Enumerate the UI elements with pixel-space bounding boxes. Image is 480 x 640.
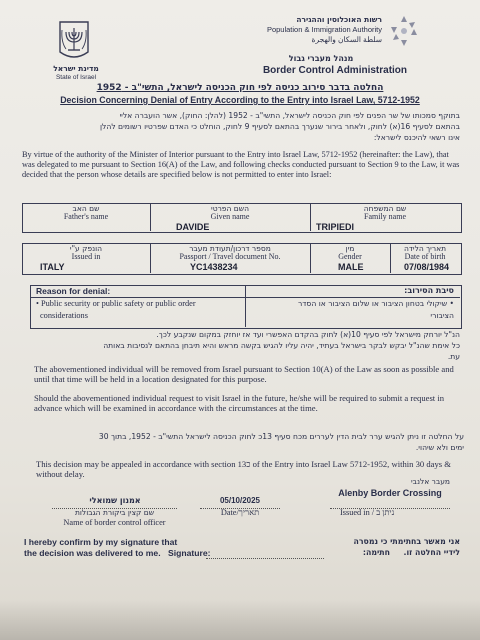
place-label-he: מעבר אלנבי xyxy=(410,477,450,486)
state-name-he: מדינת ישראל xyxy=(53,64,99,73)
intro-he-line-3: אינו רשאי להיכנס לישראל: xyxy=(373,133,460,142)
signature-line xyxy=(206,558,324,559)
title-en: Decision Concerning Denial of Entry According to the Entry into Israel Law, 5712-1952 xyxy=(60,95,420,105)
removal-he-line-2: כל אימת שהנ"ל יבקש לבקר בישראל בעתיד, יהיה עליו להגיש בקשה מראש והיא תיבחן בהתאם לנסיבות באותה xyxy=(103,341,460,350)
title-he: החלטה בדבר סירוב כניסה לפי חוק הכניסה לישראל, התשי"ב - 1952 xyxy=(96,83,384,93)
family-label-he: שם המשפחה xyxy=(363,204,407,213)
confirm-en-line-2: the decision was delivered to me. xyxy=(24,548,161,558)
officer-label-he: שם קצין ביקורת הגבולות xyxy=(74,508,155,517)
signature-label-he: חתימה: xyxy=(362,548,390,557)
date-label: Date/תאריך xyxy=(220,508,260,517)
dob-label-en: Date of birth xyxy=(404,252,446,261)
appeal-he-line-2: ימים ולא שיהוי. xyxy=(415,443,464,452)
admin-name-he: מנהל מעברי גבול xyxy=(288,54,354,63)
signature-label-en: Signature: xyxy=(168,548,211,558)
father-label-he: שם האב xyxy=(72,204,100,213)
gender-value: MALE xyxy=(338,262,364,272)
given-label-en: Given name xyxy=(210,212,250,221)
gender-label-he: מין xyxy=(345,244,355,253)
given-name-value: DAVIDE xyxy=(176,222,210,232)
authority-name-en: Population & Immigration Authority xyxy=(266,25,382,34)
removal-he-line-1: הנ"ל יורחק מישראל לפי סעיף 10(א) לחוק בהקדם האפשרי ועד אז יוחזק במקום שנקבע לכך. xyxy=(156,330,460,339)
authority-name-he: רשות האוכלוסין וההגירה xyxy=(296,15,382,24)
passport-label-he: מספר דרכון/תעודת מעבר xyxy=(189,244,271,253)
page-shadow xyxy=(0,600,480,640)
confirm-he-line-1: אני מאשר בחתימתי כי נמסרה xyxy=(353,537,460,546)
gender-label-en: Gender xyxy=(338,252,362,261)
father-label-en: Father's name xyxy=(63,212,109,221)
place-label: Issued in / ניתן ב xyxy=(340,508,395,517)
reason-item-en-2: considerations xyxy=(40,311,88,320)
passport-label-en: Passport / Travel document No. xyxy=(179,252,281,261)
state-name-en: State of Israel xyxy=(55,74,97,81)
removal-he-line-3: עת. xyxy=(447,352,460,361)
given-label-he: השם הפרטי xyxy=(211,204,249,213)
issued-label-he: הונפק ע"י xyxy=(69,244,103,253)
passport-number-value: YC1438234 xyxy=(190,262,238,272)
family-label-en: Family name xyxy=(364,212,406,221)
reason-item-he-2: הציבורי xyxy=(430,311,454,320)
issued-value: ITALY xyxy=(40,262,65,272)
officer-label-en: Name of border control officer xyxy=(63,518,166,527)
intro-en: By virtue of the authority of the Minister of Interior pursuant to the Entry into Israel Law, 5712-1952 (hereinafter: the Law), that was delegated to me pursuant to Section 16(A) of the Law, and following checks conducted pursuant to Section 9 to the Law, it was decided that the person whose details are specified below is not permitted to enter into Israel: xyxy=(22,150,460,180)
confirm-he-line-2: לידיי החלטה זו. xyxy=(403,548,460,557)
dob-label-he: תאריך הלידה xyxy=(403,244,447,253)
population-authority-logo-icon xyxy=(388,14,420,48)
reason-item-en-1: • Public security or public safety or public order xyxy=(36,299,196,308)
admin-name-en: Border Control Administration xyxy=(262,65,408,76)
issued-label-en: Issued in xyxy=(71,252,101,261)
family-name-value: TRIPIEDI xyxy=(316,222,355,232)
dob-value: 07/08/1984 xyxy=(404,262,450,272)
menorah-emblem-icon xyxy=(56,18,92,62)
intro-he-line-1: בתוקף סמכותו של שר הפנים לפי חוק הכניסה לישראל, התשי"ב - 1952 (להלן: החוק), אשר הועברה אליי xyxy=(119,111,460,120)
reason-label-en: Reason for denial: xyxy=(36,286,111,296)
appeal-en: This decision may be appealed in accordance with section 13כ of the Entry into Israel Law 5712-1952, within 30 days & without delay. xyxy=(36,459,451,480)
authority-name-ar: سلطة السكان والهجرة xyxy=(311,35,382,44)
officer-name-value: אמנון שמואלי xyxy=(89,496,141,505)
removal-en-2: Should the abovementioned individual request to visit Israel in the future, he/she will be required to submit a request in advance which will be examined in accordance with the circumstances at the time. xyxy=(34,393,445,414)
confirm-en-line-1: I hereby confirm by my signature that xyxy=(24,537,178,547)
intro-he-line-2: בהתאם לסעיף 16(א) לחוק, ולאחר בירור שנערך בהתאם לסעיף 9 לחוק, הוחלט כי האדם שפרטיו רשומים להלן xyxy=(99,122,460,131)
removal-en-1: The abovementioned individual will be removed from Israel pursuant to Section 10(A) of the Law as soon as possible and until that time will be held in a location designated for this purpose. xyxy=(34,364,454,385)
reason-item-he-1: • שיקולי בטחון הציבור או שלום הציבור או הסדר xyxy=(298,299,454,308)
reason-label-he: סיבת הסירוב: xyxy=(404,286,454,295)
date-value: 05/10/2025 xyxy=(219,496,261,505)
place-value: Alenby Border Crossing xyxy=(338,488,442,498)
appeal-he-line-1: על החלטה זו ניתן להגיש ערר לבית הדין לעררים מכח סעיף 13כ לחוק הכניסה לישראל התשי"ב - 1952, בתוך 30 xyxy=(98,432,464,441)
